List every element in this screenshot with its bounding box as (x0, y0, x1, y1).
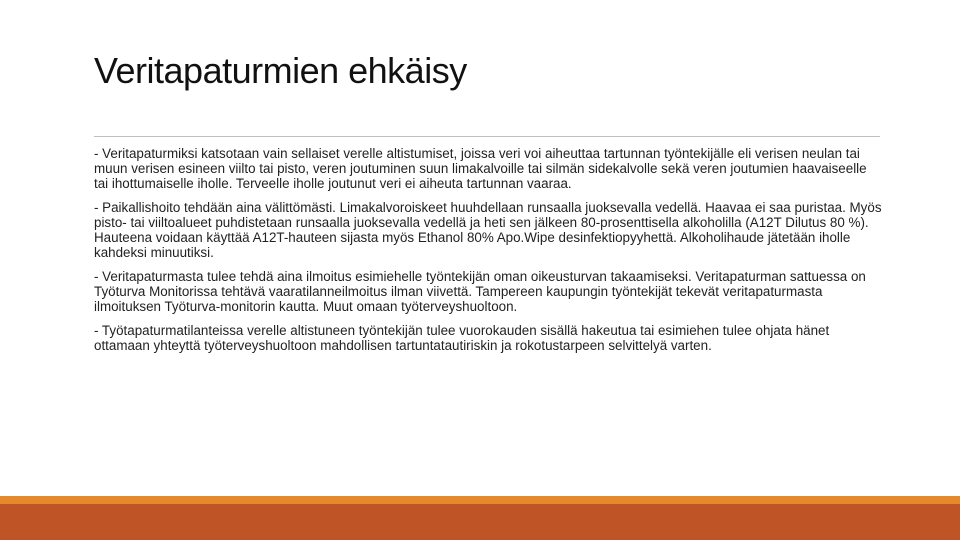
title-divider (94, 136, 880, 137)
paragraph-reporting: - Veritapaturmasta tulee tehdä aina ilmoitus esimiehelle työntekijän oman oikeusturvan takaamiseksi. Veritapaturman sattuessa on Työturva Monitorissa tehtävä vaaratilanneilmoitus ilman viivettä. Tampereen kaupungin työntekijät tekevät veritapaturmasta ilmoituksen Työturva-monitorin kautta. Muut omaan työterveyshuoltoon. (94, 269, 866, 314)
paragraph-first-aid: - Paikallishoito tehdään aina välittömästi. Limakalvoroiskeet huuhdellaan runsaalla juoksevalla vedellä. Haavaa ei saa puristaa. Myös pisto- tai viiltoalueet puhdistetaan runsaalla juoksevalla vedellä ja heti sen jälkeen 80-prosenttisella alkoholilla (A12T Dilutus 80 %). Hauteena voidaan käyttää A12T-hauteen sijasta myös Ethanol 80% Apo.Wipe desinfektiopyyhettä. Alkoholihaude jätetään iholle kahdeksi minuutiksi. (94, 200, 882, 260)
footer-band (0, 504, 960, 540)
paragraph-definition: - Veritapaturmiksi katsotaan vain sellaiset verelle altistumiset, joissa veri voi aiheuttaa tartunnan työntekijälle eli verisen neulan tai muun verisen esineen viilto tai pisto, veren joutuminen suun limakalvoille tai silmän sidekalvolle sekä veren joutumien haavaiseelle tai ihottumaiselle iholle. Terveelle iholle joutunut veri ei aiheuta tartunnan vaaraa. (94, 146, 867, 191)
footer-accent-stripe (0, 496, 960, 504)
paragraph-follow-up: - Työtapaturmatilanteissa verelle altistuneen työntekijän tulee vuorokauden sisällä hakeutua tai esimiehen tulee ohjata hänet ottamaan yhteyttä työterveyshuoltoon mahdollisen tartuntatautiriskin ja rokotustarpeen selvittelyä varten. (94, 323, 830, 353)
slide-body (94, 146, 884, 362)
slide-title: Veritapaturmien ehkäisy (94, 50, 467, 91)
